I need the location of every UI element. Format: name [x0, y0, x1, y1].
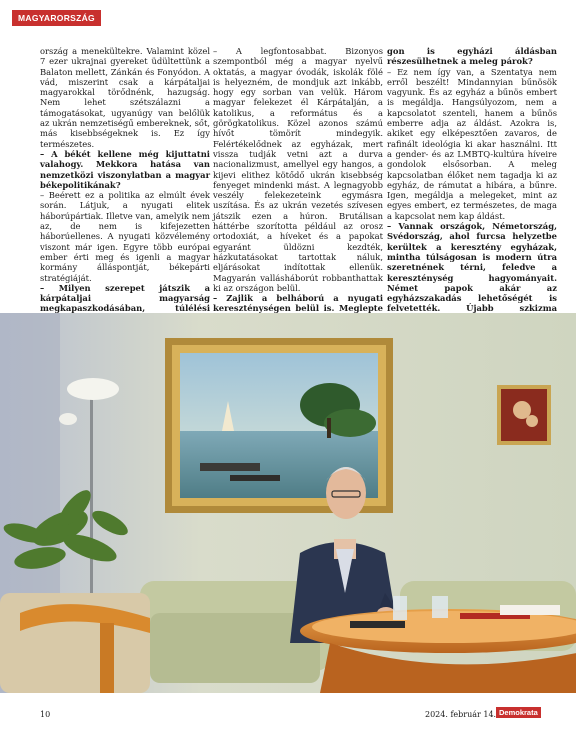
page-number: 10	[40, 710, 51, 719]
text-column-2	[213, 46, 383, 334]
section-label: MAGYARORSZÁG	[12, 10, 101, 26]
interview-photo	[0, 313, 576, 693]
interview-photo-illustration	[0, 313, 576, 693]
paragraph: – Ez nem így van, a Szentatya nem erről beszélt! Mindannyian bűnösök vagyunk. És az egyház a bűnös embert is megáldja. Hangsúlyozom, nem a kapcsolatot szenteli, hanem a bűnös emberre adja az áldást. Azokra is, akiket egy elképesztően zavaros, de rafinált ideológia ki akar használni. Itt a gender- és az LMBTQ-kultúra híveire gondolok elsősorban. A meleg kapcsolatban élőket nem tagadja ki az egyház, de rámutat a hibára, a bűnre. Igen, megáldja a melegeket, mint az egyes embert, ez természetes, de maga a kapcsolat nem kap áldást.	[387, 66, 557, 221]
paragraph: – A legfontosabbat. Bizonyos szempontból még a magyar nyelvű oktatás, a magyar óvodák, iskolák fölé is helyezném, de mondjuk azt inkább, hogy egy sorban van velük. Három magyar felekezet él Kárpátalján, a katolikus, a református és a görögkatolikus. Közel azonos számú hívőt tömörít mindegyik. Felértékelődnek az egyházak, mert vissza tudják vetni azt a durva nacionalizmust, amellyel egy hangos, a kijevi elithez kötődő ukrán kisebbség fenyeget mindenki mást. A legnagyobb veszély felekezeteink egymásra uszítása. És az ukrán vezetés szívesen játszik ezen a húron. Brutálisan háttérbe szorította például az orosz ortodoxiát, a híveket és a papokat egyaránt üldözni kezdték, házkutatásokat tartottak náluk, eljárásokat indítottak ellenük. Magyarán vallásháborút robbanthattak ki az országon belül.	[213, 46, 383, 293]
text-column-3	[387, 46, 557, 324]
interview-question: – Zajlik a belháború a nyugati kereszténységen belül is. Meglepte	[213, 293, 383, 314]
interview-question: – Vannak országok, Németország, Svédország, ahol furcsa helyzetbe kerültek a keresztény egyházak, mintha túlságosan is modern útra szeretnének térni, feledve a kereszténység hagyományait. Német papok akár az egyházszakadás lehetőségét is felvetették. Újabb szkizma	[387, 221, 557, 314]
paragraph: ország a menekültekre. Valamint közel 7 ezer ukrajnai gyereket üdültettünk a Balaton mellett, Zánkán és Fonyódon. A vád, miszerint csak a kárpátaljai magyarokkal törődnénk, hazugság. Nem lehet szétszálazni a támogatásokat, ugyanúgy van belőlük az ukrán nemzetiségű embereknek, sőt, más kisebbségeknek is. Ez így természetes.	[40, 46, 210, 149]
magazine-logo: Demokrata	[496, 707, 541, 718]
paragraph: – Beérett ez a politika az elmúlt évek során. Látjuk, a nyugati elitek háborúpártiak. Illetve van, amelyik nem az, de nem is kifejezetten háborúellenes. A nyugati közvélemény viszont már igen. Egyre több európai ember érti meg és igenli a magyar kormány álláspontját, békepárti stratégiáját.	[40, 190, 210, 283]
text-column-1	[40, 46, 210, 324]
interview-question: – A békét kellene még kijuttatni valahogy. Mekkora hatása van nemzetközi viszonylatban a magyar békepolitikának?	[40, 148, 210, 190]
interview-question: gon is egyházi áldásban részesülhetnek a meleg párok?	[387, 46, 557, 67]
interview-question: – Milyen szerepet játszik a kárpátaljai magyarság megkapaszkodásában, túlélési	[40, 282, 210, 314]
issue-date: 2024. február 14.	[425, 710, 497, 719]
